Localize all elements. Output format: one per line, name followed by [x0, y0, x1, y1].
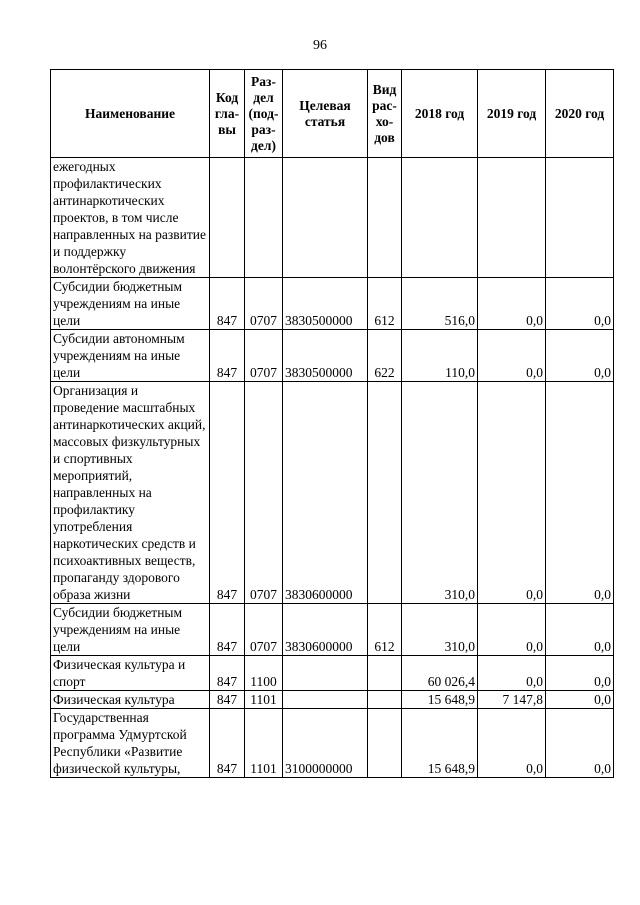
cell-article: 3830600000: [283, 382, 368, 604]
cell-kind: [368, 709, 402, 778]
cell-section: 0707: [245, 604, 283, 656]
cell-article: 3830500000: [283, 330, 368, 382]
header-2020: 2020 год: [546, 70, 614, 158]
cell-code: 847: [210, 691, 245, 709]
cell-y2019: 0,0: [478, 330, 546, 382]
table-header-row: [51, 70, 614, 158]
cell-code: 847: [210, 604, 245, 656]
cell-name: Физическая культура и спорт: [51, 656, 210, 691]
cell-name: Субсидии бюджетным учреждениям на иные цели: [51, 278, 210, 330]
table-row: [51, 158, 614, 278]
table-body: [51, 158, 614, 778]
cell-y2018: 310,0: [402, 382, 478, 604]
cell-y2019: 0,0: [478, 278, 546, 330]
cell-y2019: 0,0: [478, 656, 546, 691]
table-row: [51, 382, 614, 604]
page-number: 96: [313, 38, 327, 53]
cell-name: ежегодных профилактических антинаркотических проектов, в том числе направленных на развитие и поддержку волонтёрского движения: [51, 158, 210, 278]
header-kind: Вид рас- хо- дов: [368, 70, 402, 158]
header-code: Код гла- вы: [210, 70, 245, 158]
cell-y2018: 15 648,9: [402, 691, 478, 709]
table-row: [51, 691, 614, 709]
cell-y2019: 0,0: [478, 382, 546, 604]
cell-article: [283, 158, 368, 278]
cell-kind: 612: [368, 604, 402, 656]
budget-table: [50, 69, 614, 778]
cell-y2020: 0,0: [546, 691, 614, 709]
cell-y2018: [402, 158, 478, 278]
cell-code: 847: [210, 709, 245, 778]
cell-section: 0707: [245, 330, 283, 382]
cell-y2020: 0,0: [546, 330, 614, 382]
cell-y2020: [546, 158, 614, 278]
cell-y2018: 516,0: [402, 278, 478, 330]
cell-section: 1101: [245, 709, 283, 778]
cell-name: Физическая культура: [51, 691, 210, 709]
cell-y2019: 0,0: [478, 604, 546, 656]
cell-article: [283, 691, 368, 709]
table-row: [51, 278, 614, 330]
cell-y2020: 0,0: [546, 656, 614, 691]
table-row: [51, 656, 614, 691]
cell-y2018: 110,0: [402, 330, 478, 382]
cell-code: [210, 158, 245, 278]
cell-section: [245, 158, 283, 278]
cell-y2020: 0,0: [546, 278, 614, 330]
cell-y2018: 60 026,4: [402, 656, 478, 691]
cell-kind: [368, 691, 402, 709]
cell-y2018: 310,0: [402, 604, 478, 656]
header-section: Раз- дел (под- раз- дел): [245, 70, 283, 158]
cell-name: Государственная программа Удмуртской Республики «Развитие физической культуры,: [51, 709, 210, 778]
cell-y2020: 0,0: [546, 382, 614, 604]
cell-kind: [368, 382, 402, 604]
header-2018: 2018 год: [402, 70, 478, 158]
cell-article: [283, 656, 368, 691]
cell-kind: 612: [368, 278, 402, 330]
cell-kind: 622: [368, 330, 402, 382]
cell-y2019: [478, 158, 546, 278]
cell-article: 3830500000: [283, 278, 368, 330]
cell-name: Субсидии автономным учреждениям на иные цели: [51, 330, 210, 382]
cell-article: 3100000000: [283, 709, 368, 778]
cell-y2019: 7 147,8: [478, 691, 546, 709]
cell-section: 0707: [245, 278, 283, 330]
cell-y2020: 0,0: [546, 604, 614, 656]
cell-y2019: 0,0: [478, 709, 546, 778]
header-2019: 2019 год: [478, 70, 546, 158]
cell-y2018: 15 648,9: [402, 709, 478, 778]
cell-section: 0707: [245, 382, 283, 604]
cell-section: 1101: [245, 691, 283, 709]
cell-article: 3830600000: [283, 604, 368, 656]
cell-name: Организация и проведение масштабных антинаркотических акций, массовых физкультурных и спортивных мероприятий, направленных на профилактику употребления наркотических средств и психоактивных веществ, пропаганду здорового образа жизни: [51, 382, 210, 604]
table-row: [51, 330, 614, 382]
cell-kind: [368, 656, 402, 691]
cell-section: 1100: [245, 656, 283, 691]
cell-kind: [368, 158, 402, 278]
cell-y2020: 0,0: [546, 709, 614, 778]
header-name: Наименование: [51, 70, 210, 158]
cell-code: 847: [210, 278, 245, 330]
cell-name: Субсидии бюджетным учреждениям на иные цели: [51, 604, 210, 656]
table-row: [51, 604, 614, 656]
header-article: Целевая статья: [283, 70, 368, 158]
cell-code: 847: [210, 656, 245, 691]
table-row: [51, 709, 614, 778]
cell-code: 847: [210, 382, 245, 604]
cell-code: 847: [210, 330, 245, 382]
